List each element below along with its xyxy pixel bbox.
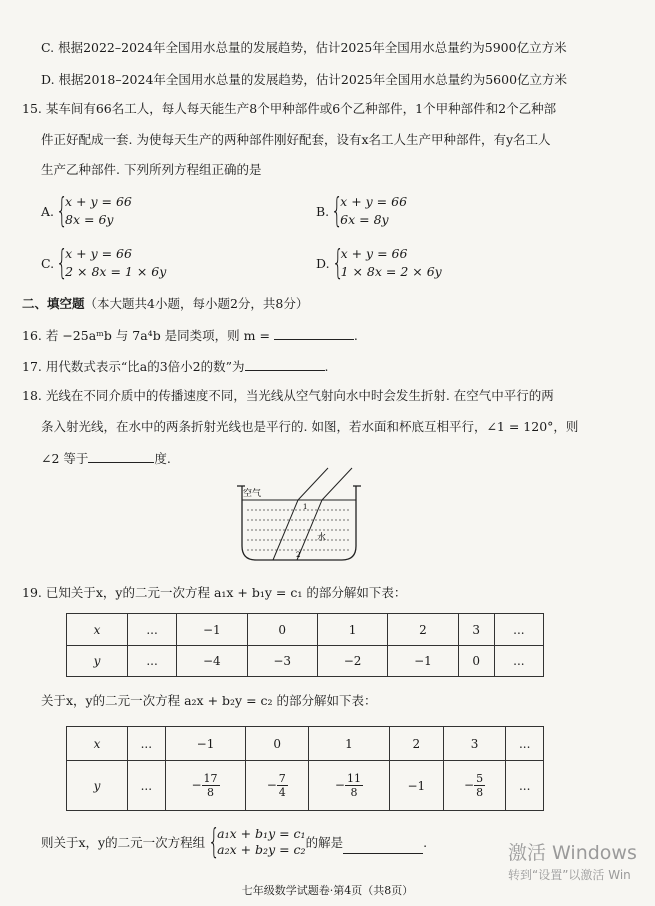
section-heading: 二、填空题（本大题共4小题，每小题2分，共8分）	[22, 296, 309, 311]
fraction: $\frac{5}{8}$	[476, 772, 484, 799]
fraction: $\frac{7}{4}$	[278, 772, 286, 799]
table-row: y ... −4 −3 −2 −1 0 ...	[67, 646, 544, 677]
q15-option-d: D. { x + y = 66 1 × 8x = 2 × 6y	[316, 243, 442, 283]
q15-option-c: C. { x + y = 66 2 × 8x = 1 × 6y	[41, 243, 167, 283]
q18-line3: ∠2 等于 度.	[41, 451, 171, 466]
q19-line1: 19. 已知关于x，y的二元一次方程 a₁x + b₁y = c₁ 的部分解如下表：	[22, 585, 407, 600]
incident-ray-2	[322, 468, 352, 500]
answer-blank	[245, 358, 325, 371]
q15-line1: 15. 某车间有66名工人，每人每天能生产8个甲种部件或6个乙种部件，1个甲种部件和2个乙种部	[22, 101, 557, 116]
solution-table-1	[66, 613, 544, 677]
q18-line1: 18. 光线在不同介质中的传播速度不同，当光线从空气射向水中时会发生折射. 在空气中平行的两	[22, 388, 554, 403]
refraction-figure	[235, 466, 365, 568]
left-brace: {	[208, 822, 221, 862]
angle-2-label: 2	[296, 551, 301, 559]
answer-blank	[343, 841, 423, 854]
q19-final-line: 则关于x，y的二元一次方程组 { a₁x + b₁y = c₁ a₂x + b₂y = c₂ 的解是 .	[41, 822, 428, 862]
q14-option-d: D. 根据2018–2024年全国用水总量的发展趋势，估计2025年全国用水总量约为5600亿立方米	[41, 72, 568, 87]
minus-sign: −	[191, 778, 202, 792]
left-brace: {	[331, 243, 344, 283]
label-water: 水	[317, 533, 327, 543]
answer-blank	[88, 450, 154, 463]
q14-option-c: C. 根据2022–2024年全国用水总量的发展趋势，估计2025年全国用水总量约为5900亿立方米	[41, 40, 567, 55]
angle-1-label: 1	[303, 503, 308, 511]
minus-sign: −	[266, 778, 277, 792]
q15-option-a: A. { x + y = 66 8x = 6y	[41, 191, 132, 231]
water-dashes	[247, 510, 351, 550]
minus-sign: −	[464, 778, 475, 792]
label-air: 空气	[243, 489, 262, 499]
minus-sign: −	[334, 778, 345, 792]
left-brace: {	[331, 191, 344, 231]
table-row: y ... − $\frac{17}{8}$ − $\frac{7}{4}$ − $\frac{11}{8}$ −1 − $\frac{5}{8}$ ...	[67, 761, 544, 811]
q15-line2: 件正好配成一套. 为使每天生产的两种部件刚好配套，设有x名工人生产甲种部件，有y名工人	[41, 132, 551, 147]
fraction: $\frac{17}{8}$	[203, 772, 218, 799]
page-footer: 七年级数学试题卷·第4页（共8页）	[241, 884, 414, 897]
table-row: x ... −1 0 1 2 3 ...	[67, 614, 544, 646]
left-brace: {	[56, 191, 68, 231]
windows-watermark-subtitle: 转到“设置”以激活 Win	[508, 868, 631, 882]
fraction: $\frac{11}{8}$	[346, 772, 361, 799]
q16: 16. 若 −25aᵐb 与 7a⁴b 是同类项，则 m = .	[22, 328, 358, 343]
q15-option-b: B. { x + y = 66 6x = 8y	[316, 191, 408, 231]
answer-blank	[274, 327, 354, 340]
left-brace: {	[56, 243, 68, 283]
q19-line2: 关于x，y的二元一次方程 a₂x + b₂y = c₂ 的部分解如下表：	[41, 693, 377, 708]
table-row: x ... −1 0 1 2 3 ...	[67, 727, 544, 761]
q15-line3: 生产乙种部件. 下列所列方程组正确的是	[41, 162, 262, 177]
incident-ray-1	[298, 468, 328, 500]
solution-table-2	[66, 726, 544, 811]
q18-line2: 条入射光线，在水中的两条折射光线也是平行的. 如图，若水面和杯底互相平行，∠1 = 120°，则	[41, 419, 579, 434]
windows-watermark-title: 激活 Windows	[508, 842, 637, 864]
q17: 17. 用代数式表示“比a的3倍小2的数”为 .	[22, 359, 329, 374]
